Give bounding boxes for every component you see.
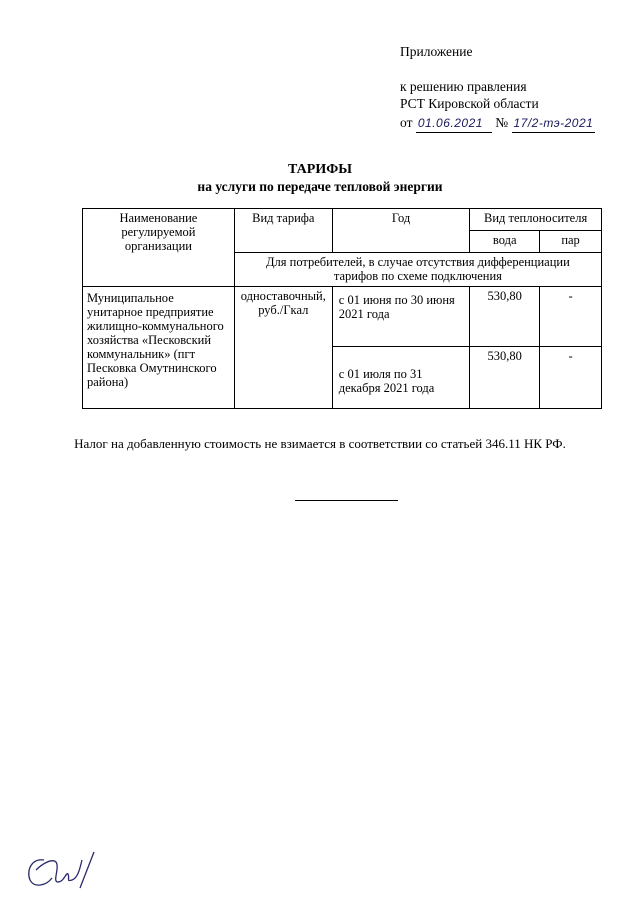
date-number-line bbox=[400, 114, 595, 133]
org-name: Муниципальное унитарное предприятие жилищно-коммунального хозяйства «Песковский коммунальник» (пгт Песковка Омутнинского района) bbox=[83, 287, 235, 409]
page-title: ТАРИФЫ bbox=[288, 162, 352, 177]
authority-label: РСТ Кировской области bbox=[400, 96, 539, 111]
tariff-table bbox=[82, 208, 602, 409]
period-1: с 01 июня по 30 июня 2021 года bbox=[332, 287, 469, 347]
number-prefix: № bbox=[495, 115, 509, 130]
vat-note: Налог на добавленную стоимость не взимается в соответствии со статьей 346.11 НК РФ. bbox=[74, 436, 566, 451]
tariff-type: одноставочный, руб./Гкал bbox=[234, 287, 332, 409]
water-value-1: 530,80 bbox=[470, 287, 540, 347]
period-2: с 01 июля по 31 декабря 2021 года bbox=[332, 347, 469, 409]
number-value: 17/2-тэ-2021 bbox=[512, 115, 596, 133]
header-steam: пар bbox=[540, 231, 602, 253]
decision-label: к решению правления bbox=[400, 79, 527, 94]
appendix-label: Приложение bbox=[400, 44, 473, 59]
header-org: Наименование регулируемой организации bbox=[83, 209, 235, 287]
header-water: вода bbox=[470, 231, 540, 253]
signature-mark bbox=[22, 848, 102, 894]
separator-line bbox=[295, 500, 398, 501]
consumers-row: Для потребителей, в случае отсутствия дифференциации тарифов по схеме подключения bbox=[234, 253, 601, 287]
page-subtitle: на услуги по передаче тепловой энергии bbox=[197, 179, 443, 194]
water-value-2: 530,80 bbox=[470, 347, 540, 409]
steam-value-1: - bbox=[540, 287, 602, 347]
date-prefix: от bbox=[400, 115, 413, 130]
date-value: 01.06.2021 bbox=[416, 115, 492, 133]
header-carrier: Вид теплоносителя bbox=[470, 209, 602, 231]
steam-value-2: - bbox=[540, 347, 602, 409]
header-year: Год bbox=[332, 209, 469, 253]
header-tariff-type: Вид тарифа bbox=[234, 209, 332, 253]
